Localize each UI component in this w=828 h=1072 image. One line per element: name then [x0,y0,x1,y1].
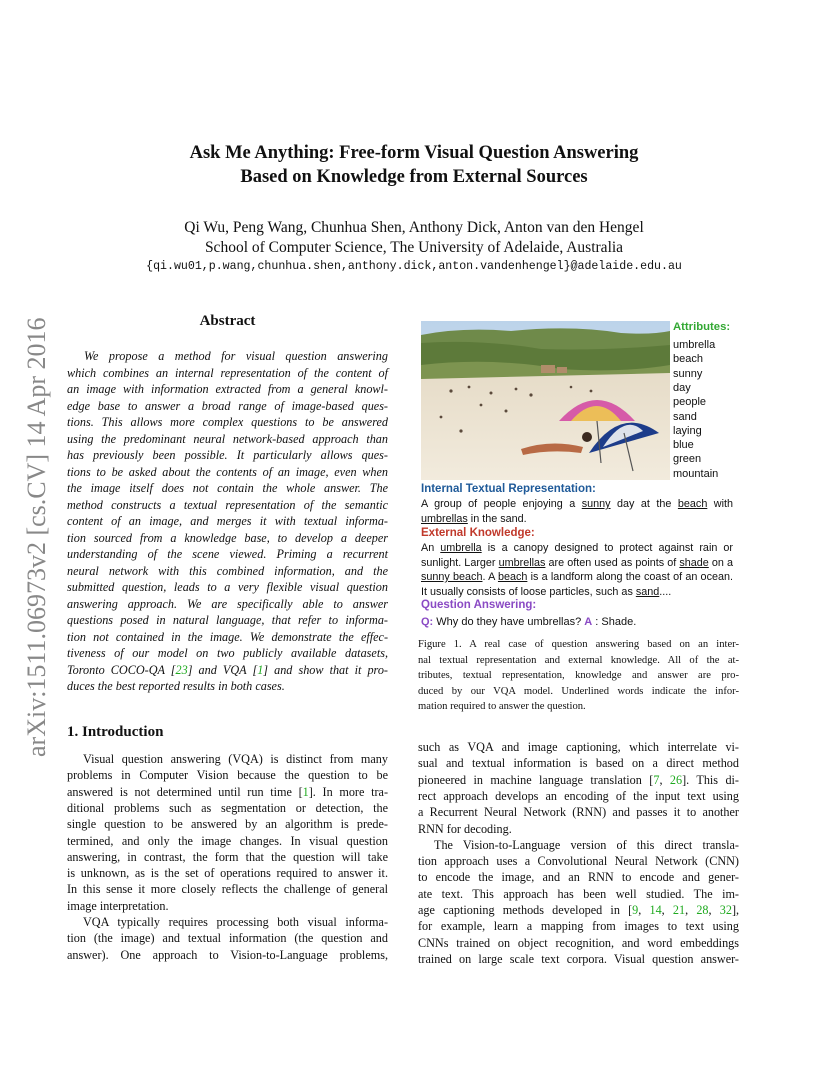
citation: 1 [257,662,264,677]
body-line [67,948,388,963]
figure-text: on a [708,556,734,569]
attribute-item: blue [673,439,694,452]
body-text: termined, and only the image changes. In visual question [67,833,388,848]
body-text: age captioning methods developed in [418,903,629,917]
body-text: single question to be answered by an algorithm is prede- [67,817,388,832]
attribute-item: sunny [673,367,703,380]
citation: 28 [696,903,709,917]
citation: 23 [175,662,188,677]
section-heading-introduction: 1. Introduction [67,724,164,740]
figure-text: . A [482,571,498,583]
underlined-keyword: umbrellas [421,513,468,525]
figure-text-line [421,542,733,554]
body-text: trained on large scale text corpora. Visual question answer- [418,951,739,966]
body-line [67,850,388,865]
underlined-keyword: umbrella [440,542,482,554]
body-line [418,756,739,771]
abstract-line: tions. This allows more complex questions to be answered [67,415,388,429]
figure-text-line [421,571,733,583]
figure-text: A group of people enjoying a [421,498,582,510]
author-names: Qi Wu, Peng Wang, Chunhua Shen, Anthony Dick, Anton van den Hengel [184,219,644,236]
citation: 9 [632,903,639,917]
body-text: . This di- [686,772,739,787]
citation: 7 [653,772,660,787]
caption-line: mation required to answer the question. [418,701,586,712]
abstract-heading: Abstract [199,313,256,329]
abstract-text: ] and VQA [ [187,662,258,677]
body-text: , [736,903,740,917]
body-line [418,822,739,837]
figure-text: sunlight. Larger [421,556,499,569]
question-text: Why do they have umbrellas? [433,616,585,628]
body-text: ate text. This approach has been well studied. The im- [418,886,739,901]
body-line [67,931,388,946]
body-text: In this sense it more closely reflects the challenge of general [67,882,388,897]
body-text: is unknown, as is the set of operations required to answer it. [67,866,388,881]
attribute-item: laying [673,424,702,437]
body-line [418,887,739,902]
affiliation: School of Computer Science, The University of Adelaide, Australia [204,239,624,256]
figure-text-line [421,586,733,598]
body-text: answered is not determined until run time [67,784,299,799]
attribute-item: green [673,453,702,466]
abstract-line: edge base to answer a broad range of image-based ques- [67,398,388,413]
abstract-line: tion sourced from a knowledge base, to develop a deeper [67,530,388,545]
body-text: such as VQA and image captioning, which interrelate vi- [418,740,739,754]
bracket: [ [298,784,303,799]
abstract-line: neural network with this combined information, and the [67,563,388,578]
abstract-line: using the predominant neural network-based approach than [67,431,388,446]
body-line [67,866,388,881]
body-text: to encode the image, and an RNN to encode and gener- [418,870,739,885]
abstract-line: which combines an internal representation of the content of [67,365,388,380]
body-text: CNNs trained on object recognition, and word embeddings [418,935,739,950]
title-line-1: Ask Me Anything: Free-form Visual Question Answering [189,143,639,163]
body-line [418,870,739,885]
abstract-line: duces the best reported results in both cases. [67,679,285,693]
figure-text: day at the [610,498,678,510]
body-line [418,919,739,934]
abstract-line: tiveness of our model on two publicly available datasets, [67,646,388,660]
figure-text: is a canopy designed to protect against rain or [481,542,733,554]
bracket: ] [731,903,736,917]
body-text: rect approach develops an encoding of the input text using [418,788,739,803]
citation: 32 [719,903,732,917]
abstract-line: tion not contained in the image. We demonstrate the effec- [67,629,388,644]
separator: , [708,903,720,917]
body-line [67,834,388,849]
attribute-item: mountain [673,467,719,480]
body-line [418,740,739,755]
underlined-keyword: sand [635,585,660,598]
abstract-line: understanding of the scene viewed. Priming a recurrent [67,547,388,561]
body-text: image interpretation. [67,898,169,913]
body-line [418,952,739,967]
citation: 14 [649,903,662,917]
abstract-line: has previously been possible. It particularly allows ques- [67,448,388,462]
q-label: Q: [421,616,434,628]
attributes-heading: Attributes: [673,321,731,333]
underlined-keyword: sunny [581,498,611,510]
separator: , [638,903,650,917]
attribute-item: sand [673,410,697,423]
bracket: ] [682,772,687,787]
abstract-text: Toronto COCO-QA [ [67,662,176,677]
underlined-keyword: sunny beach [421,571,483,583]
abstract-line: content of an image, and merges it with textual informa- [67,514,388,528]
citation: 26 [669,772,683,787]
body-line [418,773,739,788]
body-text: . In more tra- [312,784,388,799]
attribute-item: beach [673,353,703,366]
underlined-keyword: beach [677,498,708,510]
body-text: a Recurrent Neural Network (RNN) and passes it to another [418,805,739,820]
external-knowledge-heading: External Knowledge: [421,527,535,539]
citation: 1 [302,784,309,799]
caption-line: Figure 1. A real case of question answering based on an inter- [418,639,739,650]
abstract-line: the image itself does not contain the whole answer. The [67,481,388,495]
figure-text: It usually consists of loose particles, such as [421,585,636,598]
paper-title [0,141,828,189]
body-text: answer). One approach to Vision-to-Language problems, [67,947,388,962]
bracket: [ [628,903,633,917]
attribute-item: umbrella [673,339,716,351]
body-line [67,801,388,816]
body-text: RNN for decoding. [418,821,512,836]
figure-text: are often used as points of [545,556,680,569]
body-text: ditional problems such as segmentation or detection, the [67,800,388,815]
title-line-2: Based on Knowledge from External Sources [240,167,588,187]
author-emails: {qi.wu01,p.wang,chunhua.shen,anthony.dick,anton.vandenhengel}@adelaide.edu.au [146,260,682,273]
body-line [67,817,388,832]
body-text: pioneered in machine language translation [418,772,650,787]
abstract-line: tions to be asked about the contents of an image, even when [67,464,388,479]
separator: , [659,772,670,787]
separator: , [685,903,697,917]
figure-text: .... [659,585,672,598]
abstract-line: method constructs a textual representation of the semantic [67,497,388,512]
caption-line: nal textual representation and external knowledge. All of the at- [418,654,739,666]
body-text: tion (the image) and textual information (the question and [67,931,388,946]
body-line [418,903,739,918]
abstract-line: We propose a method for visual question answering [84,349,388,363]
caption-line: tributes, textual representation, knowledge and answer are pro- [418,670,739,681]
abstract-line: an image with information extracted from a general knowl- [67,382,388,396]
body-line [83,752,388,767]
arxiv-stamp: arXiv:1511.06973v2 [cs.CV] 14 Apr 2016 [22,317,51,757]
answer-text: : Shade. [592,616,637,628]
underlined-keyword: umbrellas [498,556,546,569]
caption-line: duced by our VQA model. Underlined words indicate the infor- [418,685,739,697]
body-line [418,805,739,820]
separator: , [661,903,673,917]
body-line [67,768,388,783]
abstract-line: submitted question, leads to a very flexible visual question [67,580,388,594]
body-line [434,838,739,853]
bracket: [ [649,772,654,787]
body-line [418,789,739,804]
abstract-line: questions posed in natural language, that refer to informa- [67,613,388,627]
figure-text-line [421,498,733,510]
underlined-keyword: shade [679,556,709,569]
body-line [67,882,388,897]
body-line [418,936,739,951]
body-text: Visual question answering (VQA) is distinct from many [83,752,388,766]
body-line [67,899,388,914]
body-text: tion approach uses a Convolutional Neural Network (CNN) [418,854,739,869]
attribute-item: people [673,396,707,409]
internal-representation-heading: Internal Textual Representation: [421,483,596,495]
bracket: ] [308,784,313,799]
abstract-line [67,663,388,678]
citation: 21 [672,903,686,917]
body-text: The Vision-to-Language version of this direct transla- [434,837,739,852]
body-line [418,854,739,869]
a-label: A [584,616,593,628]
figure-text: with [707,498,734,510]
figure-text-line [421,513,733,525]
body-text: problems in Computer Vision because the question to be [67,768,388,783]
body-line [67,785,388,800]
question-answering-heading: Question Answering: [421,599,537,611]
figure-text-line [421,557,733,569]
figure-beach-photo [421,321,670,480]
attribute-item: day [673,381,691,394]
figure-text: An [421,542,441,554]
figure-text: is a landform along the coast of an ocean. [527,571,733,583]
body-text: for example, learn a mapping from images to text using [418,919,739,934]
abstract-text: ] and show that it pro- [263,662,388,677]
body-text: answering, in contrast, the form that the question will take [67,849,388,864]
underlined-keyword: beach [497,571,528,583]
body-text: VQA typically requires processing both visual informa- [83,915,388,929]
abstract-line: answering approach. We are specifically able to answer [67,596,388,611]
body-text: sual and textual information is based on a direct method [418,756,739,771]
figure-text: in the sand. [467,513,527,525]
author-block [0,218,828,258]
qa-line [421,616,636,628]
body-line [83,915,388,930]
